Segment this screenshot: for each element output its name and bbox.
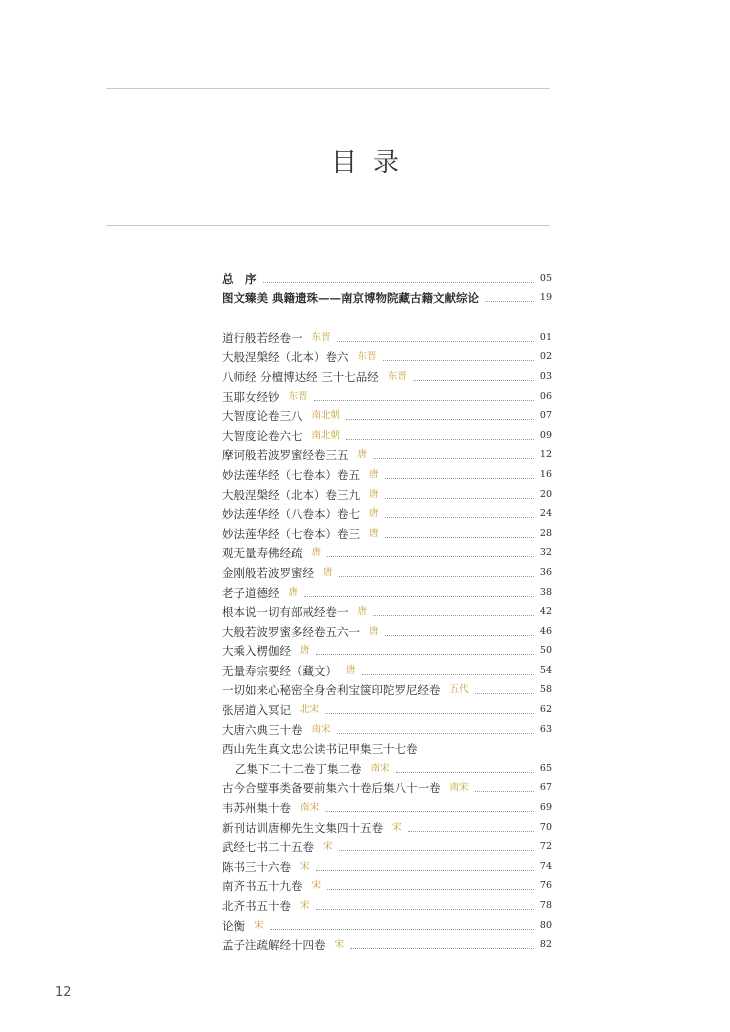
entry-title: 妙法莲华经（七卷本）卷五 [222,467,360,482]
dot-leader [385,497,534,499]
entry-title: 道行般若经卷一 [222,330,303,345]
entry-dynasty: 唐 [369,625,379,637]
entry-title: 大唐六典三十卷 [222,722,303,737]
entry-dynasty: 唐 [311,547,322,559]
toc-entry[interactable] [222,835,552,855]
dot-leader [263,281,535,283]
entry-dynasty: 南宋 [311,723,331,735]
dot-leader [337,340,534,342]
toc-entry[interactable] [222,600,552,620]
dot-leader [424,752,535,753]
entry-title: 根本说一切有部戒经卷一 [222,605,349,620]
entry-page: 42 [539,606,552,618]
entry-page: 63 [539,723,552,735]
entry-title: 观无量寿佛经疏 [222,546,303,561]
section-gap [222,305,552,325]
entry-dynasty: 唐 [369,508,379,520]
toc-entry[interactable] [222,913,552,933]
entry-title: 八师经 分檀博达经 三十七品经 [222,369,379,384]
dot-leader [385,634,534,636]
toc-entry[interactable] [222,717,552,737]
dot-leader [373,457,534,459]
entry-page: 12 [539,449,552,461]
entry-dynasty: 南北朝 [311,429,341,441]
entry-dynasty: 宋 [254,919,264,931]
toc-entry[interactable] [222,404,552,424]
entry-title: 大般若波罗蜜多经卷五六一 [222,624,360,639]
entry-page: 72 [539,841,552,853]
entry-page: 62 [539,704,552,716]
entry-page: 07 [539,410,552,422]
entry-page: 09 [539,429,552,441]
dot-leader [385,477,534,479]
entry-dynasty: 唐 [346,664,356,676]
entry-page: 28 [539,527,552,539]
entry-page: 78 [539,900,552,911]
toc-entry[interactable] [222,364,552,384]
dot-leader [327,888,534,890]
entry-title: 大智度论卷三八 [222,409,303,424]
title-divider [106,225,550,226]
entry-title: 妙法莲华经（七卷本）卷三 [222,526,360,541]
entry-dynasty: 唐 [357,606,368,618]
toc-entry[interactable] [222,815,552,835]
dot-leader [385,516,534,518]
toc-entry[interactable] [222,521,552,541]
entry-title: 一切如来心秘密全身舍利宝箧印陀罗尼经卷 [222,683,441,698]
entry-title: 摩诃般若波罗蜜经卷三五 [222,448,349,463]
entry-title: 张居道入冥记 [222,703,291,718]
toc-entry[interactable] [222,325,552,345]
entry-title: 武经七书二十五卷 [222,840,314,855]
toc-entry[interactable] [222,854,552,874]
entry-page: 69 [539,802,552,814]
entry-page: 32 [539,547,552,559]
entry-page: 76 [539,880,552,892]
entry-dynasty: 东晋 [288,390,308,402]
entry-page: 50 [539,645,552,657]
entry-page: 06 [539,390,552,402]
entry-title: 大般涅槃经（北本）卷三九 [222,487,360,502]
toc-entry[interactable] [222,502,552,522]
entry-dynasty: 唐 [369,527,379,539]
dot-leader [304,595,534,597]
entry-title: 陈书三十六卷 [222,859,291,874]
toc-entry[interactable] [222,345,552,365]
entry-dynasty: 北宋 [300,704,320,716]
dot-leader [339,849,534,851]
dot-leader [337,732,534,734]
preface-row[interactable] [222,266,552,286]
toc-entry[interactable] [222,776,552,796]
entry-title: 西山先生真文忠公读书记甲集三十七卷 [222,742,418,757]
preface-row[interactable] [222,286,552,306]
dot-leader [362,673,534,675]
entry-dynasty: 宋 [334,939,345,951]
entry-page: 38 [539,586,552,598]
toc-entry[interactable] [222,893,552,913]
toc-entry[interactable] [222,462,552,482]
toc-entry[interactable] [222,541,552,561]
dot-leader [413,379,534,381]
toc-entry[interactable] [222,443,552,463]
toc-entry[interactable] [222,874,552,894]
entry-dynasty: 唐 [300,645,310,657]
entry-title: 南齐书五十九卷 [222,879,303,894]
entries-section [222,325,552,952]
entry-dynasty: 南宋 [449,782,469,794]
entry-title: 古今合璧事类备要前集六十卷后集八十一卷 [222,781,441,796]
toc-entry[interactable] [222,658,552,678]
entry-dynasty: 东晋 [357,351,377,363]
toc-entry[interactable] [222,678,552,698]
dot-leader [325,810,534,812]
entry-page: 36 [539,566,552,578]
dot-leader [373,614,534,616]
dot-leader [485,300,534,302]
dot-leader [346,438,534,440]
entry-page: 01 [539,331,552,343]
entry-title: 图文臻美 典籍遗珠——南京博物院藏古籍文献综论 [222,291,480,306]
dot-leader [383,359,534,361]
entry-title: 大般涅槃经（北本）卷六 [222,350,349,365]
dot-leader [314,399,534,401]
entry-page: 03 [539,370,552,382]
entry-title: 总 序 [222,271,257,286]
toc-entry[interactable] [222,697,552,717]
entry-page: 24 [539,508,552,520]
toc-entry[interactable] [222,580,552,600]
entry-dynasty: 唐 [323,566,333,578]
entry-dynasty: 唐 [369,468,379,480]
dot-leader [408,830,534,832]
entry-page: 05 [539,272,552,284]
toc-entry[interactable] [222,737,552,757]
entry-page: 67 [539,782,552,794]
entry-page: 16 [539,468,552,480]
dot-leader [339,575,534,577]
toc-entry[interactable] [222,423,552,443]
entry-title: 无量寿宗要经（藏文） [222,663,337,678]
entry-dynasty: 宋 [392,821,402,833]
toc-entry[interactable] [222,933,552,953]
entry-dynasty: 唐 [357,449,368,461]
toc-entry[interactable] [222,756,552,776]
entry-title: 大智度论卷六七 [222,428,303,443]
entry-title: 北齐书五十卷 [222,899,291,913]
entry-dynasty: 南北朝 [311,410,341,422]
entry-page: 74 [539,860,552,872]
dot-leader [475,790,534,792]
entry-dynasty: 宋 [323,841,333,853]
entry-dynasty: 东晋 [311,331,331,343]
entry-dynasty: 宋 [311,880,322,892]
dot-leader [385,536,534,538]
toc-entry[interactable] [222,795,552,815]
toc-entry[interactable] [222,560,552,580]
entry-page: 65 [539,762,552,774]
entry-title: 韦苏州集十卷 [222,801,291,816]
table-of-contents [222,266,552,952]
dot-leader [270,928,534,930]
entry-dynasty: 唐 [369,488,379,500]
entry-page: 80 [539,919,552,931]
toc-entry[interactable] [222,639,552,659]
entry-title: 孟子注疏解经十四卷 [222,938,326,953]
dot-leader [346,418,534,420]
entry-page: 19 [539,292,552,304]
preface-section [222,266,552,305]
toc-entry[interactable] [222,384,552,404]
entry-dynasty: 南宋 [370,762,390,774]
dot-leader [475,692,534,694]
dot-leader [325,712,534,714]
entry-dynasty: 五代 [449,684,469,696]
dot-leader [396,771,534,773]
entry-page: 46 [539,625,552,637]
dot-leader [316,869,534,871]
entry-page: 58 [539,684,552,696]
entry-title: 妙法莲华经（八卷本）卷七 [222,507,360,522]
toc-entry[interactable] [222,619,552,639]
toc-entry[interactable] [222,482,552,502]
page-number: 12 [55,985,72,1000]
entry-page: 02 [539,351,552,363]
entry-title: 乙集下二十二卷丁集二卷 [235,761,362,776]
entry-title: 金刚般若波罗蜜经 [222,565,314,580]
entry-dynasty: 唐 [288,586,299,598]
entry-page: 20 [539,488,552,500]
entry-dynasty: 宋 [300,860,310,872]
dot-leader [316,653,534,655]
entry-page: 70 [539,821,552,833]
entry-title: 玉耶女经钞 [222,389,280,404]
dot-leader [350,947,534,949]
entry-dynasty: 东晋 [387,370,407,382]
top-rule [106,88,550,89]
entry-title: 老子道德经 [222,585,280,600]
entry-page: 54 [539,664,552,676]
entry-page: 82 [539,939,552,951]
entry-title: 论衡 [222,918,245,933]
entry-title: 大乘入楞伽经 [222,644,291,659]
entry-title: 新刊诂训唐柳先生文集四十五卷 [222,820,383,835]
dot-leader [316,908,534,910]
page-title: 目录 [330,148,415,178]
dot-leader [327,555,534,557]
entry-dynasty: 南宋 [300,802,320,814]
entry-dynasty: 宋 [300,900,310,911]
